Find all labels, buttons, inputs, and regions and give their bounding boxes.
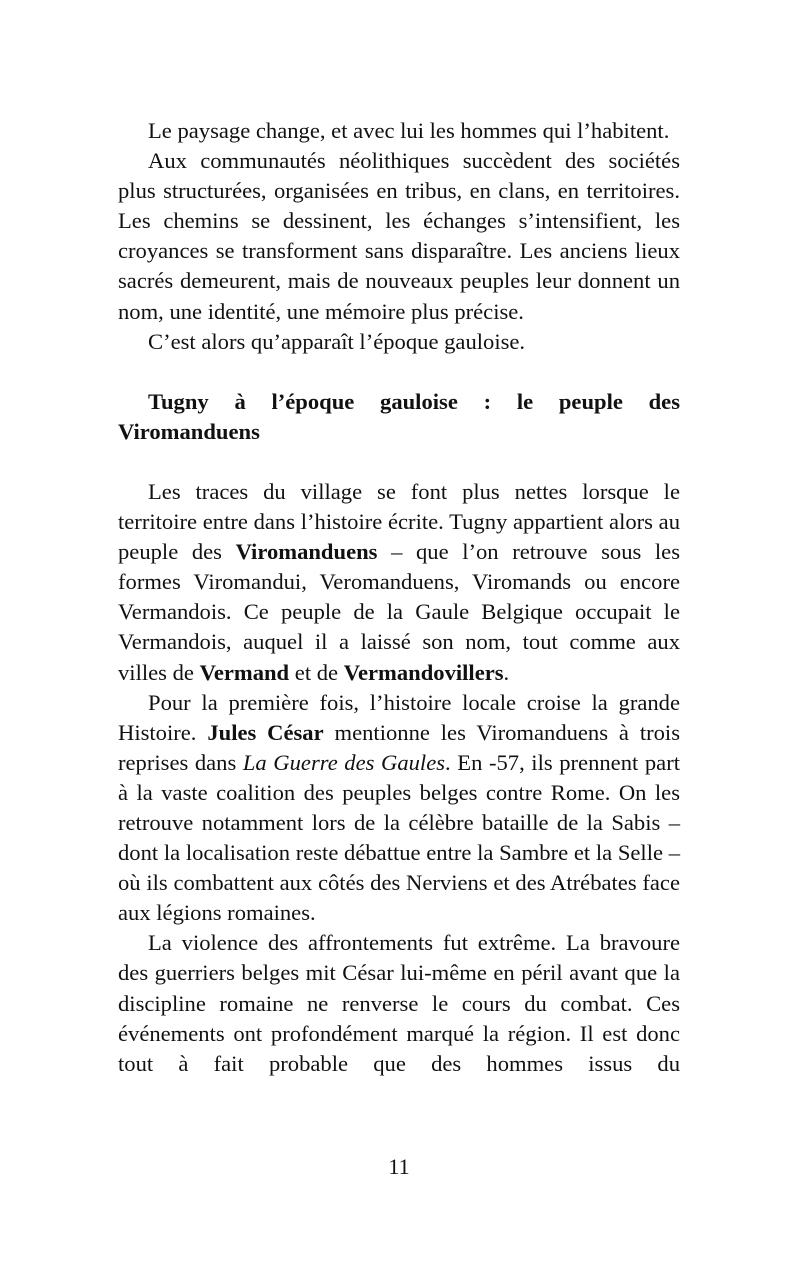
text-run: et de [289,659,344,685]
intro-paragraph-1: Le paysage change, et avec lui les hommes qui l’habitent. [148,118,670,143]
section-heading [118,387,680,447]
text-run: mentionne les Viromanduens à trois reprises dans [118,719,680,775]
text-run: Pour la première fois, l’histoire locale croise la grande Histoire. [118,689,680,745]
italic-book-title: La Guerre des Gaules [242,749,446,775]
page-body [118,116,680,1079]
section-paragraph-3: La violence des affrontements fut extrême. La bravoure des guerriers belges mit César lui-même en péril avant que la discipline romaine ne renverse le cours du combat. Ces événements ont profondément marqué la région. Il est donc tout à fait probable que des hommes issus du [118,930,680,1076]
text-run: . En -57, ils prennent part à la vaste coalition des peuples belges contre Rome. On les retrouve notamment lors de la célèbre bataille de la Sabis – dont la localisation reste débattue entre la Sambre et la Selle – où ils combattent aux côtés des Nerviens et des Atrébates face aux légions romaines. [118,749,680,926]
text-run: – que l’on retrouve sous les formes Viromandui, Veromanduens, Viromands ou encore Vermandois. Ce peuple de la Gaule Belgique occupait le Vermandois, auquel il a laissé son nom, tout comme aux villes de [118,539,680,685]
intro-paragraph-3: C’est alors qu’apparaît l’époque gauloise. [148,328,526,354]
page-number: 11 [388,1154,410,1179]
bold-term-jules-cesar: Jules César [207,719,324,745]
intro-paragraph-2: Aux communautés néolithiques succèdent des sociétés plus structurées, organisées en tribus, en clans, en territoires. Les chemins se dessinent, les échanges s’intensifient, les croyances se transforment sans disparaître. Les anciens lieux sacrés demeurent, mais de nouveaux peuples leur donnent un nom, une identité, une mémoire plus précise. [118,148,680,324]
section-paragraph-1 [118,477,680,688]
bold-term-viromanduens: Viromanduens [235,539,378,565]
text-run: . [503,659,510,685]
text-run: Les traces du village se font plus nettes lorsque le territoire entre dans l’histoire écrite. Tugny appartient alors au peuple des [118,478,680,565]
bold-term-vermandovillers: Vermandovillers [343,659,504,685]
section-heading-line-1: Tugny à l’époque gauloise : le peuple des [148,388,680,414]
section-paragraph-2 [118,688,680,929]
section-heading-line-2: Viromanduens [118,418,260,444]
bold-term-vermand: Vermand [199,659,290,685]
